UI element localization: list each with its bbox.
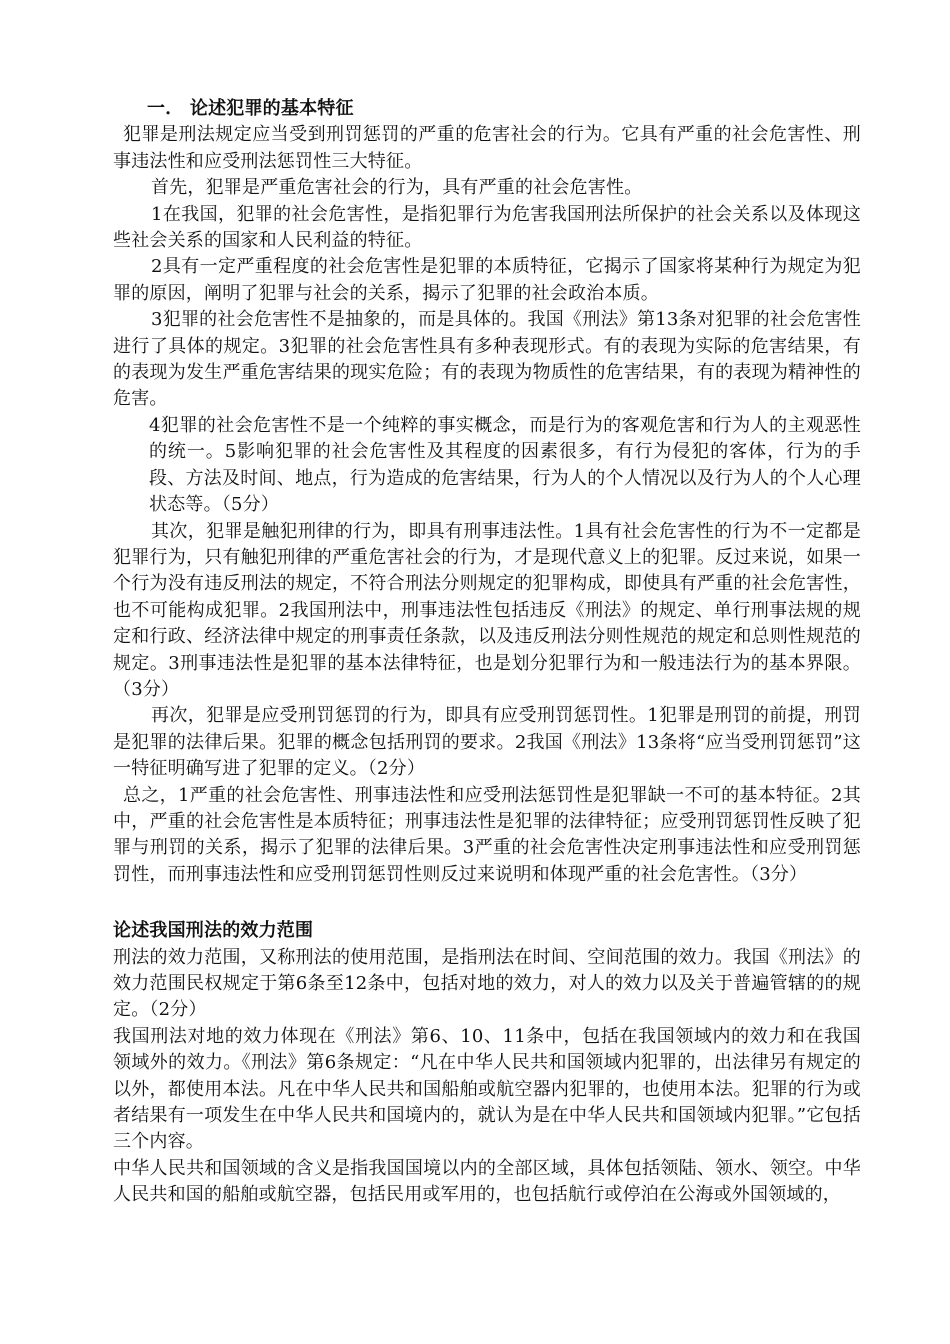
section-1-title: 一． 论述犯罪的基本特征	[147, 98, 354, 119]
paragraph: 4犯罪的社会危害性不是一个纯粹的事实概念，而是行为的客观危害和行为人的主观恶性的统一。5影响犯罪的社会危害性及其程度的因素很多，有行为侵犯的客体，行为的手段、方法及时间、地点，行为造成的危害结果，行为人的个人情况以及行为人的个人心理状态等。（5分）	[149, 414, 861, 516]
section-gap	[113, 888, 861, 918]
paragraph: 3犯罪的社会危害性不是抽象的，而是具体的。我国《刑法》第13条对犯罪的社会危害性进行了具体的规定。3犯罪的社会危害性具有多种表现形式。有的表现为实际的危害结果，有的表现为发生严重危害结果的现实危险；有的表现为物质性的危害结果，有的表现为精神性的危害。	[113, 309, 861, 410]
paragraph: 总之，1严重的社会危害性、刑事违法性和应受刑法惩罚性是犯罪缺一不可的基本特征。2其中，严重的社会危害性是本质特征；刑事违法性是犯罪的法律特征；应受刑罚惩罚性反映了犯罪与刑罚的关系，揭示了犯罪的法律后果。3严重的社会危害性决定刑事违法性和应受刑罚惩罚性，而刑事违法性和应受刑罚惩罚性则反过来说明和体现严重的社会危害性。（3分）	[113, 784, 861, 885]
paragraph: 我国刑法对地的效力体现在《刑法》第6、10、11条中，包括在我国领域内的效力和在我国领域外的效力。《刑法》第6条规定：“凡在中华人民共和国领域内犯罪的，出法律另有规定的以外，都使用本法。凡在中华人民共和国船舶或航空器内犯罪的，也使用本法。犯罪的行为或者结果有一项发生在中华人民共和国境内的，就认为是在中华人民共和国领域内犯罪。”它包括三个内容。	[113, 1025, 861, 1153]
paragraph: 再次，犯罪是应受刑罚惩罚的行为，即具有应受刑罚惩罚性。1犯罪是刑罚的前提，刑罚是犯罪的法律后果。犯罪的概念包括刑罚的要求。2我国《刑法》13条将“应当受刑罚惩罚”这一特征明确写进了犯罪的定义。（2分）	[113, 705, 861, 780]
section-2-title: 论述我国刑法的效力范围	[113, 920, 314, 942]
paragraph: 首先，犯罪是严重危害社会的行为，具有严重的社会危害性。	[151, 177, 643, 199]
document-body	[113, 96, 861, 1209]
paragraph: 中华人民共和国领域的含义是指我国国境以内的全部区域，具体包括领陆、领水、领空。中华人民共和国的船舶或航空器，包括民用或军用的，也包括航行或停泊在公海或外国领域的，	[113, 1157, 861, 1206]
paragraph: 其次，犯罪是触犯刑律的行为，即具有刑事违法性。1具有社会危害性的行为不一定都是犯罪行为，只有触犯刑律的严重危害社会的行为，才是现代意义上的犯罪。反过来说，如果一个行为没有违反刑法的规定，不符合刑法分则规定的犯罪构成，即使具有严重的社会危害性，也不可能构成犯罪。2我国刑法中，刑事违法性包括违反《刑法》的规定、单行刑事法规的规定和行政、经济法律中规定的刑事责任条款，以及违反刑法分则性规范的规定和总则性规范的规定。3刑事违法性是犯罪的基本法律特征，也是划分犯罪行为和一般违法行为的基本界限。（3分）	[113, 520, 861, 700]
paragraph: 1在我国，犯罪的社会危害性，是指犯罪行为危害我国刑法所保护的社会关系以及体现这些社会关系的国家和人民利益的特征。	[113, 203, 861, 252]
paragraph: 2具有一定严重程度的社会危害性是犯罪的本质特征，它揭示了国家将某种行为规定为犯罪的原因，阐明了犯罪与社会的关系，揭示了犯罪的社会政治本质。	[113, 256, 861, 304]
paragraph: 犯罪是刑法规定应当受到刑罚惩罚的严重的危害社会的行为。它具有严重的社会危害性、刑事违法性和应受刑法惩罚性三大特征。	[113, 124, 861, 172]
paragraph: 刑法的效力范围，又称刑法的使用范围，是指刑法在时间、空间范围的效力。我国《刑法》的效力范围民权规定于第6条至12条中，包括对地的效力，对人的效力以及关于普遍管辖的的规定。（2分）	[113, 946, 861, 1021]
